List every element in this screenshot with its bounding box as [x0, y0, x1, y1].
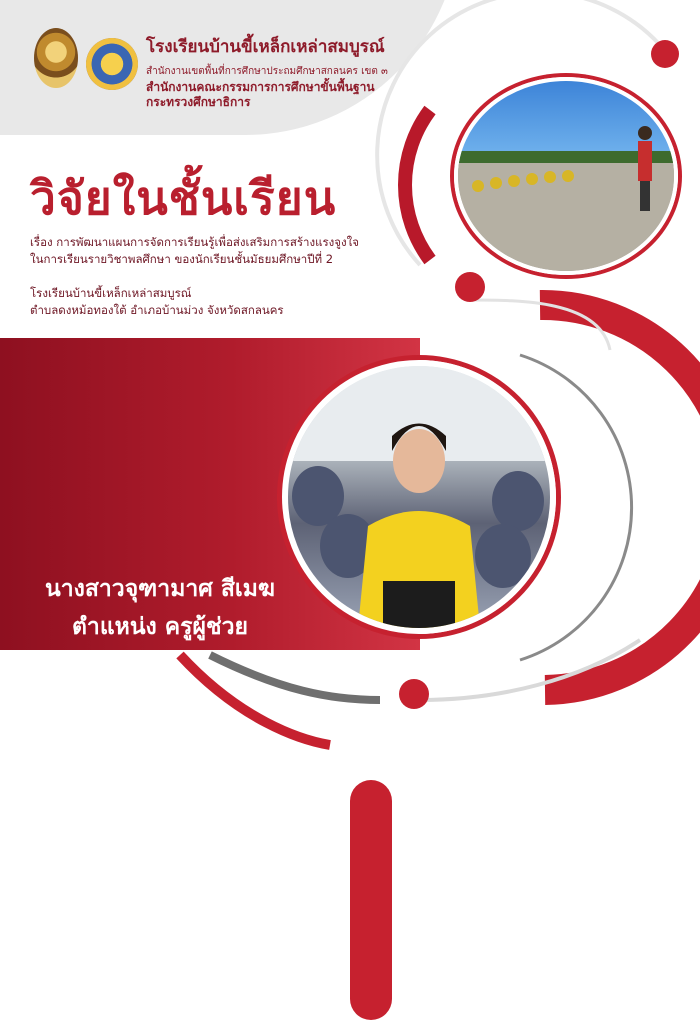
author-block [0, 570, 320, 646]
accent-dot-middle [455, 272, 485, 302]
swoosh-red-bottom [180, 655, 330, 745]
accent-dot-bottom [399, 679, 429, 709]
accent-dot-top [651, 40, 679, 68]
school-line: โรงเรียนบ้านขี้เหล็กเหล่าสมบูรณ์ [30, 286, 192, 300]
author-name: นางสาวจุฑามาศ สีเมฆ [44, 576, 276, 602]
address-line: ตำบลดงหม้อทองใต้ อำเภอบ้านม่วง จังหวัดสกลนคร [30, 303, 284, 317]
school-logo-icon [86, 38, 138, 90]
school-address [30, 285, 360, 319]
commission-line-2: กระทรวงศึกษาธิการ [146, 95, 251, 109]
right-arc-red [540, 305, 700, 690]
teacher-portrait-photo [282, 360, 556, 634]
research-topic [30, 234, 420, 268]
topic-line-2: ในการเรียนรายวิชาพลศึกษา ของนักเรียนชั้นมัธยมศึกษาปีที่ 2 [30, 252, 334, 266]
school-name: โรงเรียนบ้านขี้เหล็กเหล่าสมบูรณ์ [146, 37, 385, 57]
sports-field-photo [454, 77, 678, 275]
commission-line-1: สำนักงานคณะกรรมการการศึกษาขั้นพื้นฐาน [146, 80, 375, 94]
cover-title: วิจัยในชั้นเรียน [30, 171, 337, 225]
commission-block [146, 80, 446, 110]
sports-field-illustration [458, 81, 674, 271]
swoosh-gray-bottom [210, 655, 380, 700]
author-position: ตำแหน่ง ครูผู้ช่วย [71, 614, 248, 640]
obec-emblem-icon [34, 28, 78, 88]
topic-line-1: เรื่อง การพัฒนาแผนการจัดการเรียนรู้เพื่อส่งเสริมการสร้างแรงจูงใจ [30, 235, 360, 249]
area-office: สำนักงานเขตพื้นที่การศึกษาประถมศึกษาสกลนคร เขต ๓ [146, 66, 388, 77]
teacher-portrait-illustration [288, 366, 550, 628]
accent-pill-bottom [350, 780, 392, 1020]
